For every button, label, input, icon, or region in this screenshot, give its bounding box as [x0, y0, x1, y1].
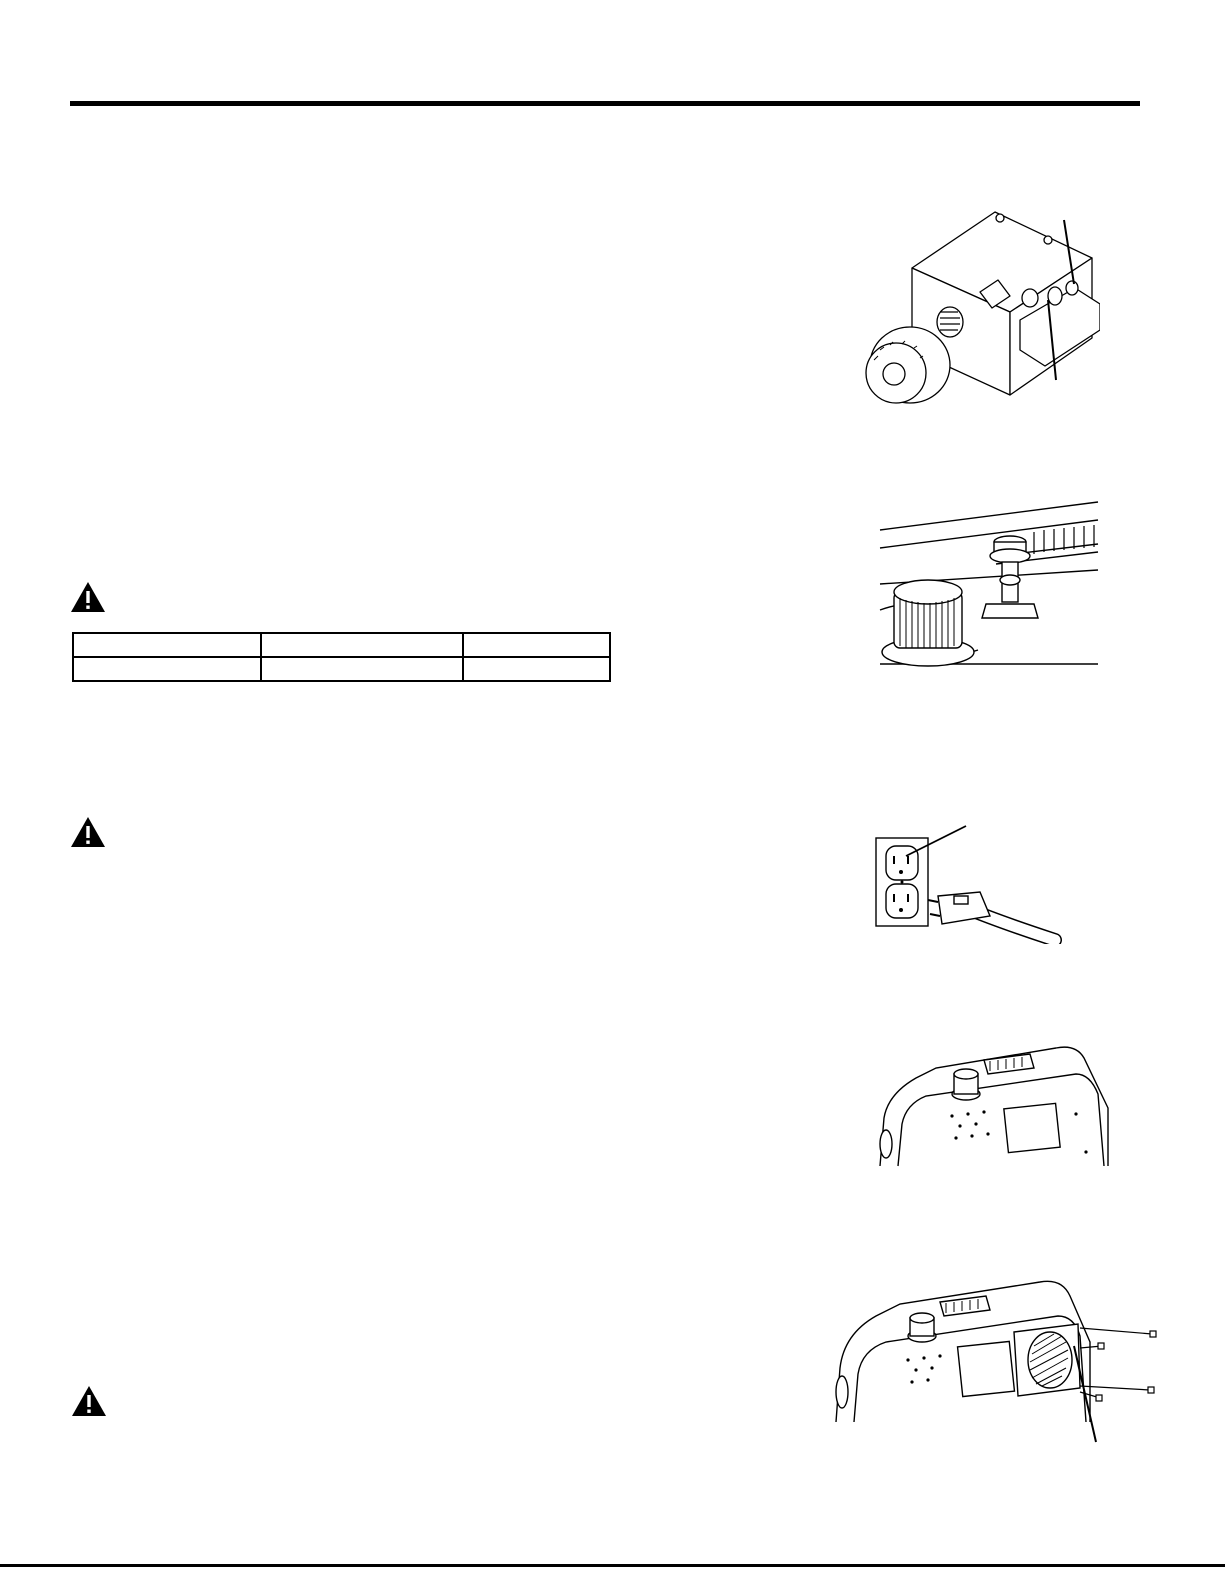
- table-cell: [73, 657, 261, 681]
- outlet-and-plug-figure: [870, 822, 1065, 944]
- header-rule: [70, 101, 1140, 106]
- warning-triangle-icon: [71, 1385, 107, 1417]
- table-cell: [463, 633, 610, 657]
- table-cell: [73, 633, 261, 657]
- warning-triangle-icon: [70, 581, 106, 613]
- spec-table: [72, 632, 611, 682]
- table-row: [73, 633, 610, 657]
- burner-knob-igniter-figure: [878, 500, 1100, 668]
- table-cell: [463, 657, 610, 681]
- heater-rear-panel-figure: [876, 1034, 1112, 1170]
- heater-panel-fan-cover-figure: [830, 1272, 1160, 1448]
- table-cell: [261, 657, 463, 681]
- footer-rule: [0, 1564, 1225, 1567]
- regulator-valve-figure: [860, 200, 1100, 420]
- table-cell: [261, 633, 463, 657]
- warning-triangle-icon: [70, 816, 106, 848]
- table-row: [73, 657, 610, 681]
